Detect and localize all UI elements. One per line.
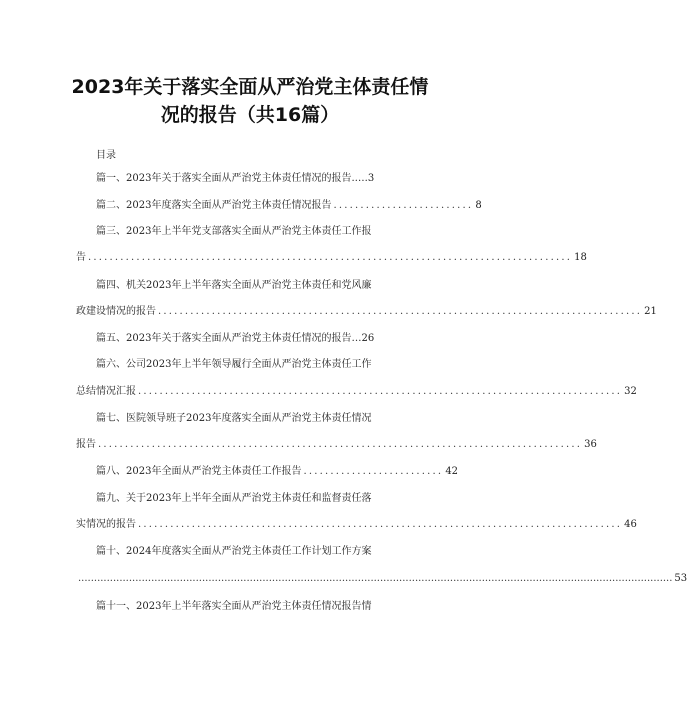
toc-entry-9-line-2[interactable] bbox=[76, 518, 637, 532]
toc-page-number: 3 bbox=[367, 173, 375, 184]
document-title-line-2: 况的报告（共16篇） bbox=[160, 104, 340, 126]
toc-leader: .......................... bbox=[333, 200, 474, 211]
toc-entry-4-line-2[interactable] bbox=[76, 305, 657, 319]
toc-entry-text: 篇四、机关2023年上半年落实全面从严治党主体责任和党风廉 bbox=[96, 280, 372, 291]
toc-page-number: 26 bbox=[361, 333, 375, 344]
toc-entry-3-line-2[interactable] bbox=[76, 251, 587, 265]
toc-entry-5[interactable] bbox=[96, 332, 404, 346]
toc-entry-text: 篇三、2023年上半年党支部落实全面从严治党主体责任工作报 bbox=[96, 226, 372, 237]
toc-entry-text: 报告 bbox=[76, 439, 96, 450]
toc-entry-7-line-1[interactable] bbox=[96, 412, 404, 426]
toc-entry-3-line-1[interactable] bbox=[96, 225, 404, 239]
toc-page-number: 8 bbox=[475, 200, 482, 211]
toc-entry-text: 篇十一、2023年上半年落实全面从严治党主体责任情况报告情 bbox=[96, 601, 372, 612]
toc-entry-text: 篇八、2023年全面从严治党主体责任工作报告 bbox=[96, 466, 302, 477]
toc-entry-text: 篇六、公司2023年上半年领导履行全面从严治党主体责任工作 bbox=[96, 359, 372, 370]
toc-entry-6-line-2[interactable] bbox=[76, 385, 637, 399]
toc-entry-10-line-1[interactable] bbox=[96, 545, 404, 559]
toc-entry-text: 政建设情况的报告 bbox=[76, 306, 156, 317]
toc-entry-1[interactable] bbox=[96, 172, 404, 186]
toc-entry-9-line-1[interactable] bbox=[96, 492, 404, 506]
toc-entry-text: 篇十、2024年度落实全面从严治党主体责任工作计划工作方案 bbox=[96, 546, 372, 557]
toc-leader: .......................................................................................... bbox=[98, 439, 583, 450]
toc-leader: ........................................................................................................................................................................................... bbox=[78, 573, 673, 584]
document-title-line-1: 2023年关于落实全面从严治党主体责任情 bbox=[71, 76, 429, 98]
toc-page-number: 36 bbox=[584, 439, 597, 450]
toc-entry-text: 篇一、2023年关于落实全面从严治党主体责任情况的报告.…. bbox=[96, 173, 368, 184]
toc-leader: .......................................................................................... bbox=[88, 252, 573, 263]
toc-entry-7-line-2[interactable] bbox=[76, 438, 597, 452]
toc-page-number: 32 bbox=[624, 386, 637, 397]
toc-entry-8[interactable] bbox=[96, 465, 459, 479]
toc-entry-text: 总结情况汇报 bbox=[76, 386, 136, 397]
toc-entry-text: 篇五、2023年关于落实全面从严治党主体责任情况的报告… bbox=[96, 333, 362, 344]
toc-entry-11-line-1[interactable] bbox=[96, 600, 404, 614]
toc-page-number: 21 bbox=[644, 306, 657, 317]
toc-entry-2[interactable] bbox=[96, 199, 482, 213]
toc-entry-text: 告 bbox=[76, 252, 86, 263]
toc-leader: .......................................................................................... bbox=[138, 519, 623, 530]
toc-leader: .......................... bbox=[303, 466, 444, 477]
toc-entry-10-line-2[interactable] bbox=[76, 572, 687, 586]
toc-page-number: 53 bbox=[674, 573, 687, 584]
toc-entry-text: 篇二、2023年度落实全面从严治党主体责任情况报告 bbox=[96, 200, 332, 211]
toc-page-number: 46 bbox=[624, 519, 637, 530]
toc-leader: .......................................................................................... bbox=[158, 306, 643, 317]
toc-entry-text: 篇九、关于2023年上半年全面从严治党主体责任和监督责任落 bbox=[96, 493, 372, 504]
toc-page-number: 18 bbox=[574, 252, 587, 263]
toc-entry-text: 实情况的报告 bbox=[76, 519, 136, 530]
toc-entry-4-line-1[interactable] bbox=[96, 279, 404, 293]
toc-leader: .......................................................................................... bbox=[138, 386, 623, 397]
toc-page-number: 42 bbox=[445, 466, 459, 477]
toc-entry-6-line-1[interactable] bbox=[96, 358, 404, 372]
toc-entry-text: 篇七、医院领导班子2023年度落实全面从严治党主体责任情况 bbox=[96, 413, 372, 424]
toc-heading: 目录 bbox=[96, 150, 116, 161]
